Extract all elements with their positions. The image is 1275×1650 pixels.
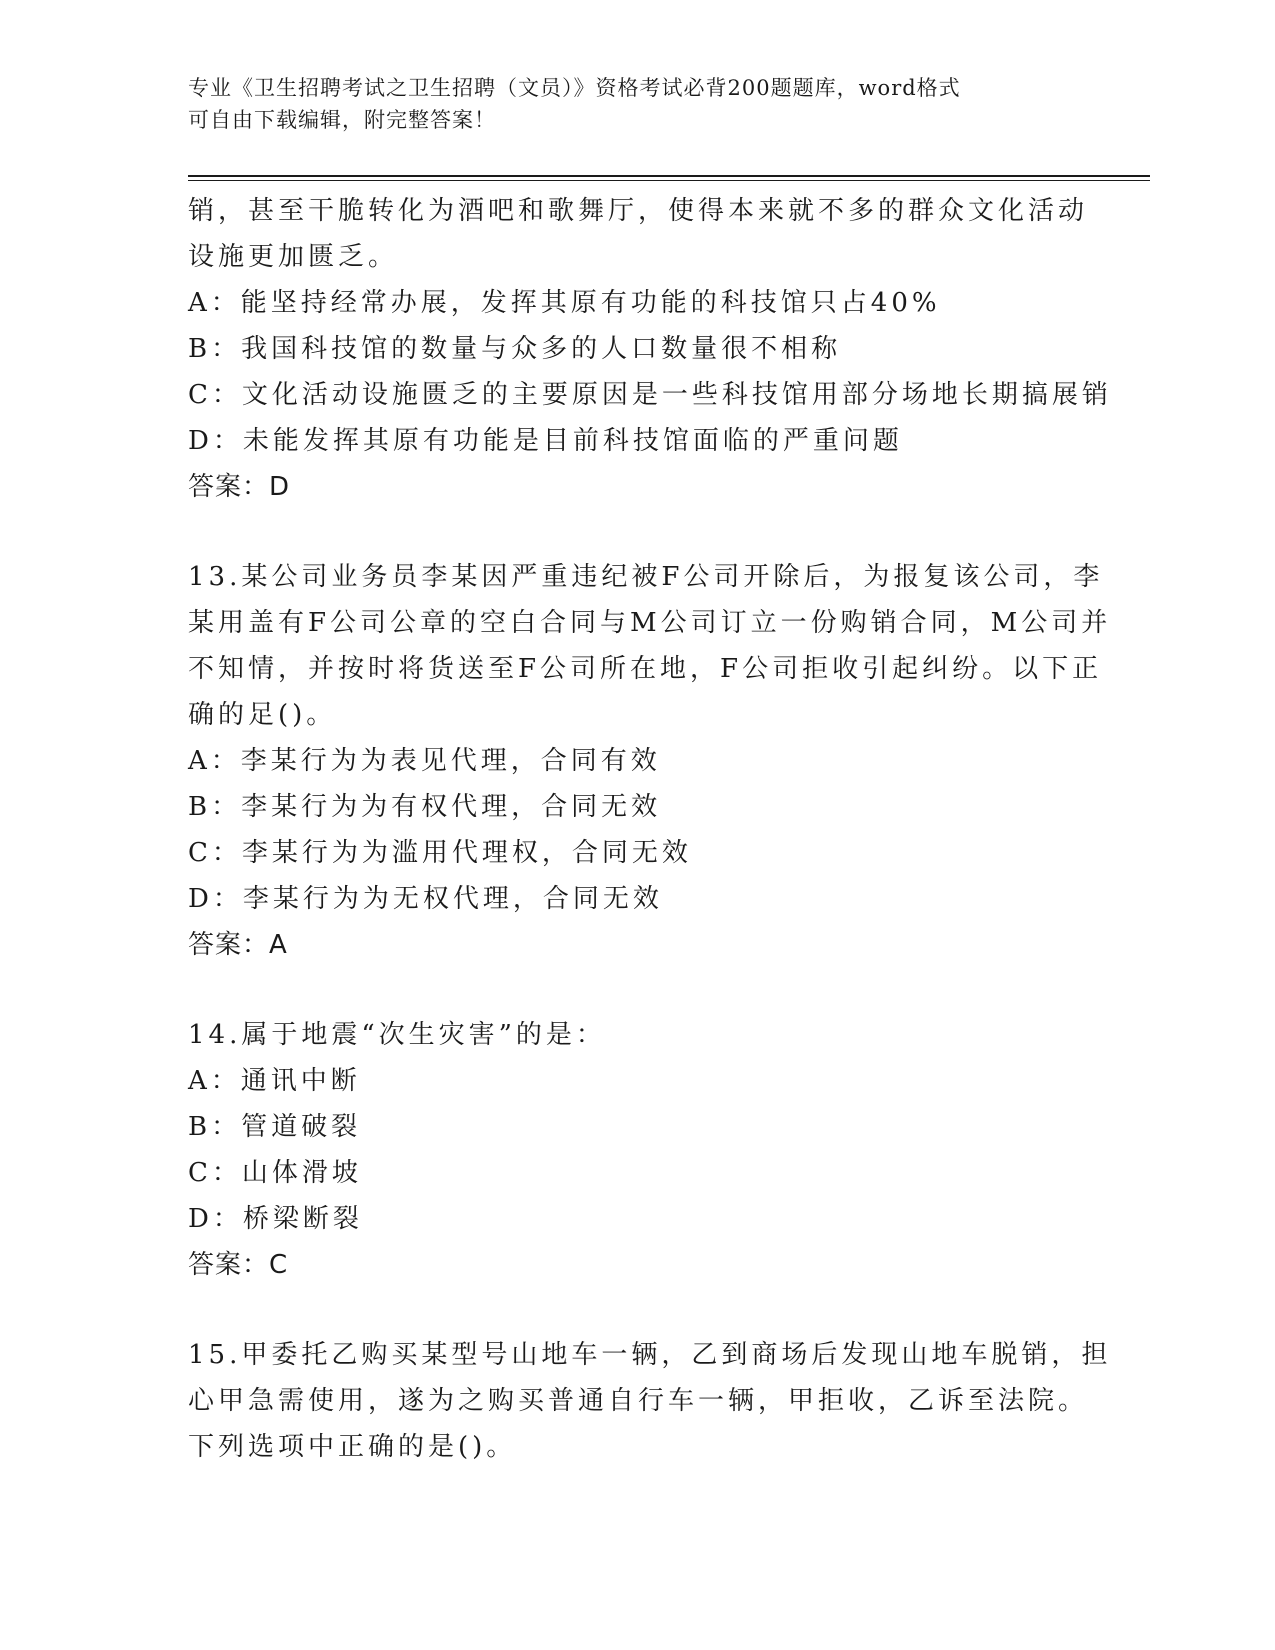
question-stem-line: 15.甲委托乙购买某型号山地车一辆，乙到商场后发现山地车脱销，担 xyxy=(188,1340,1112,1370)
header-line-1: 专业《卫生招聘考试之卫生招聘（文员）》资格考试必背200题题库，word格式 xyxy=(188,76,961,100)
header-divider-thin xyxy=(188,180,1150,181)
question-stem-line: 心甲急需使用，遂为之购买普通自行车一辆，甲拒收，乙诉至法院。 xyxy=(188,1386,1089,1416)
question-12 xyxy=(188,188,1112,510)
question-stem-line: 不知情，并按时将货送至F公司所在地，F公司拒收引起纠纷。以下正 xyxy=(188,654,1103,684)
option-c: C：李某行为为滥用代理权，合同无效 xyxy=(188,838,692,868)
option-b: B：我国科技馆的数量与众多的人口数量很不相称 xyxy=(188,334,842,364)
option-d: D：李某行为为无权代理，合同无效 xyxy=(188,884,663,914)
option-a: A：能坚持经常办展，发挥其原有功能的科技馆只占40% xyxy=(188,288,941,318)
question-stem-line: 销，甚至干脆转化为酒吧和歌舞厅，使得本来就不多的群众文化活动 xyxy=(188,196,1089,226)
spacer xyxy=(188,968,1088,1012)
answer-line: 答案：A xyxy=(188,930,288,960)
option-d: D：未能发挥其原有功能是目前科技馆面临的严重问题 xyxy=(188,426,903,456)
option-b: B：李某行为为有权代理，合同无效 xyxy=(188,792,662,822)
option-a: A：通讯中断 xyxy=(188,1066,361,1096)
question-stem-line: 确的足()。 xyxy=(188,700,337,730)
option-a: A：李某行为为表见代理，合同有效 xyxy=(188,746,661,776)
option-b: B：管道破裂 xyxy=(188,1112,362,1142)
header-line-2: 可自由下载编辑，附完整答案！ xyxy=(188,108,496,132)
question-stem-line: 13.某公司业务员李某因严重违纪被F公司开除后，为报复该公司，李 xyxy=(188,562,1104,592)
question-stem-line: 某用盖有F公司公章的空白合同与M公司订立一份购销合同，M公司并 xyxy=(188,608,1112,638)
answer-line: 答案：C xyxy=(188,1250,289,1280)
spacer xyxy=(188,510,1088,554)
question-stem-line: 14.属于地震“次生灾害”的是： xyxy=(188,1020,606,1050)
answer-line: 答案：D xyxy=(188,472,291,502)
document-header xyxy=(188,72,1068,136)
spacer xyxy=(188,1288,1088,1332)
question-stem-line: 设施更加匮乏。 xyxy=(188,242,399,272)
question-content xyxy=(188,188,1112,1470)
question-15 xyxy=(188,1332,1112,1470)
header-divider-thick xyxy=(188,175,1150,177)
option-c: C：文化活动设施匮乏的主要原因是一些科技馆用部分场地长期搞展销 xyxy=(188,380,1112,410)
option-c: C：山体滑坡 xyxy=(188,1158,362,1188)
question-stem-line: 下列选项中正确的是()。 xyxy=(188,1432,517,1462)
question-14 xyxy=(188,1012,1088,1288)
question-13 xyxy=(188,554,1112,968)
option-d: D：桥梁断裂 xyxy=(188,1204,363,1234)
